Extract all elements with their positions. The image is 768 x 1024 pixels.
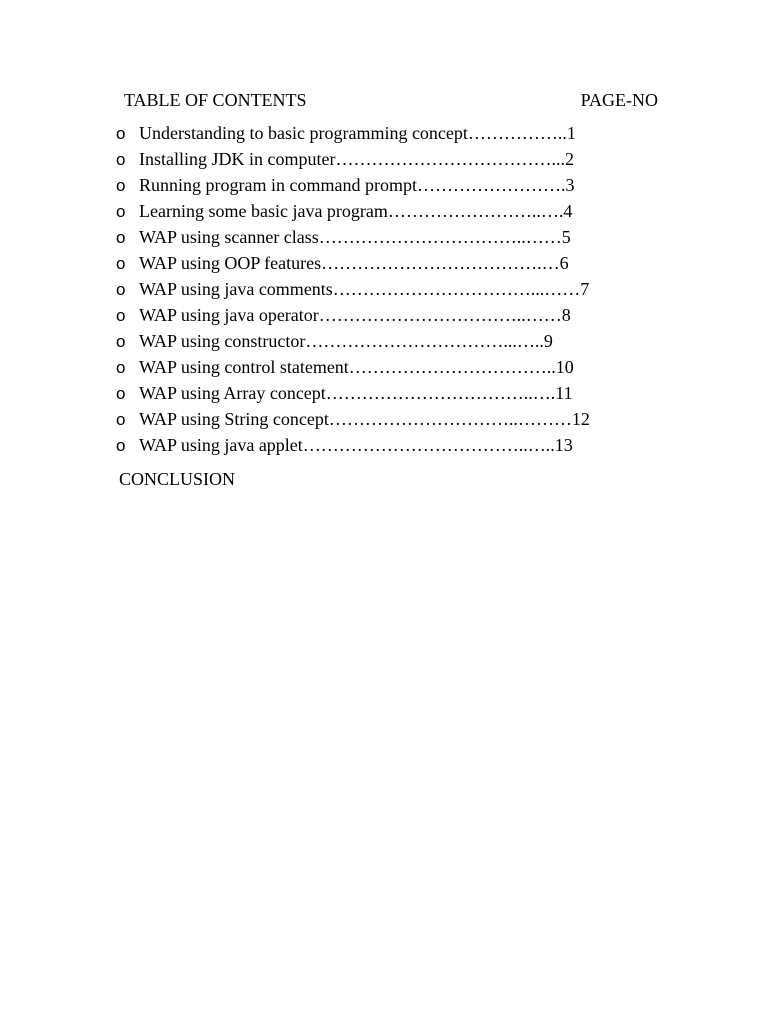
toc-item bbox=[116, 432, 676, 458]
toc-item bbox=[116, 406, 676, 432]
toc-item-text: Understanding to basic programming concept……………..1 bbox=[139, 123, 576, 143]
bullet-icon: o bbox=[116, 254, 126, 273]
toc-title: TABLE OF CONTENTS bbox=[124, 90, 307, 110]
toc-item bbox=[116, 276, 676, 302]
page-no-label: PAGE-NO bbox=[580, 90, 658, 110]
toc-item bbox=[116, 224, 676, 250]
toc-item bbox=[116, 302, 676, 328]
toc-item bbox=[116, 120, 676, 146]
toc-item-text: Learning some basic java program……………………..….4 bbox=[139, 201, 573, 221]
bullet-icon: o bbox=[116, 280, 126, 299]
toc-item bbox=[116, 354, 676, 380]
bullet-icon: o bbox=[116, 150, 126, 169]
bullet-icon: o bbox=[116, 384, 126, 403]
toc-item-text: Installing JDK in computer………………………………...2 bbox=[139, 149, 574, 169]
toc-item bbox=[116, 380, 676, 406]
toc-item bbox=[116, 198, 676, 224]
bullet-icon: o bbox=[116, 410, 126, 429]
toc-item-text: WAP using OOP features……………………………….…6 bbox=[139, 253, 569, 273]
toc-item bbox=[116, 328, 676, 354]
bullet-icon: o bbox=[116, 332, 126, 351]
toc-item bbox=[116, 250, 676, 276]
toc-item-text: WAP using String concept…………………………..………12 bbox=[139, 409, 590, 429]
toc-list bbox=[116, 120, 676, 458]
bullet-icon: o bbox=[116, 228, 126, 247]
toc-item-text: WAP using java applet………………………………..…..13 bbox=[139, 435, 573, 455]
bullet-icon: o bbox=[116, 436, 126, 455]
toc-item-text: WAP using control statement……………………………..10 bbox=[139, 357, 574, 377]
toc-item-text: WAP using java operator……………………………..……8 bbox=[139, 305, 571, 325]
toc-item-text: Running program in command prompt…………………….3 bbox=[139, 175, 575, 195]
toc-item-text: WAP using Array concept……………………………..….11 bbox=[139, 383, 573, 403]
bullet-icon: o bbox=[116, 306, 126, 325]
toc-item-text: WAP using java comments……………………………...……7 bbox=[139, 279, 590, 299]
bullet-icon: o bbox=[116, 176, 126, 195]
bullet-icon: o bbox=[116, 202, 126, 221]
toc-header bbox=[124, 89, 658, 111]
toc-item bbox=[116, 146, 676, 172]
bullet-icon: o bbox=[116, 124, 126, 143]
bullet-icon: o bbox=[116, 358, 126, 377]
toc-item-text: WAP using constructor……………………………...…..9 bbox=[139, 331, 553, 351]
toc-item bbox=[116, 172, 676, 198]
toc-item-text: WAP using scanner class……………………………..……5 bbox=[139, 227, 571, 247]
conclusion-heading: CONCLUSION bbox=[119, 469, 236, 489]
